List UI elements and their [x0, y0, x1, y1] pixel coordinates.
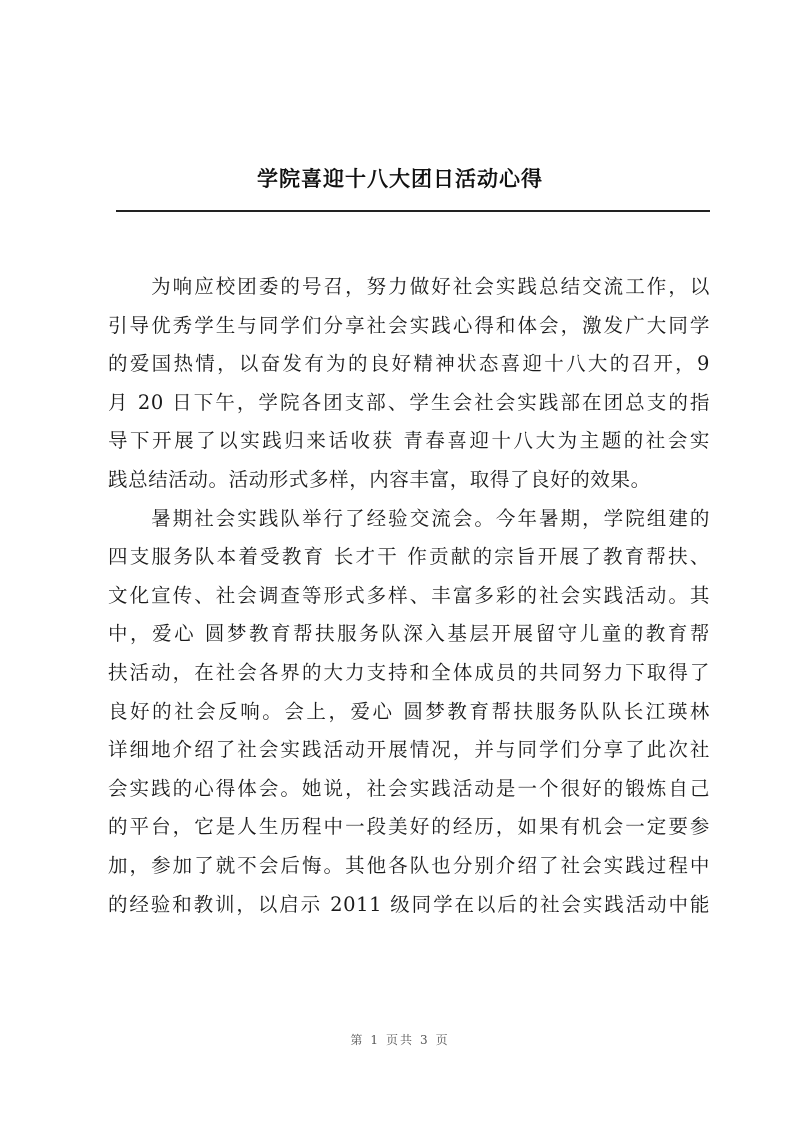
text-line: 中，爱心 圆梦教育帮扶服务队深入基层开展留守儿童的教育帮 — [108, 622, 710, 646]
document-body — [108, 268, 710, 924]
title-underline — [116, 210, 710, 212]
footer-current-page: 1 — [370, 1033, 380, 1047]
text-line: 会实践的心得体会。她说，社会实践活动是一个很好的锻炼自己 — [108, 776, 710, 800]
footer-middle: 页共 — [385, 1033, 414, 1047]
text-line: 的经验和教训，以启示 2011 级同学在以后的社会实践活动中能 — [108, 892, 710, 916]
text-line: 引导优秀学生与同学们分享社会实践心得和体会，激发广大同学 — [108, 313, 710, 337]
document-title: 学院喜迎十八大团日活动心得 — [257, 167, 543, 191]
text-line: 的平台，它是人生历程中一段美好的经历，如果有机会一定要参 — [108, 815, 710, 839]
text-line: 扶活动，在社会各界的大力支持和全体成员的共同努力下取得了 — [108, 660, 710, 684]
text-line: 月 20 日下午，学院各团支部、学生会社会实践部在团总支的指 — [108, 390, 710, 414]
text-line: 良好的社会反响。会上，爱心 圆梦教育帮扶服务队队长江瑛林 — [108, 699, 710, 723]
text-line: 加，参加了就不会后悔。其他各队也分别介绍了社会实践过程中 — [108, 853, 710, 877]
footer-prefix: 第 — [350, 1033, 365, 1047]
paragraph-2 — [108, 500, 710, 925]
text-line: 的爱国热情，以奋发有为的良好精神状态喜迎十八大的召开，9 — [108, 352, 710, 376]
footer-suffix: 页 — [435, 1033, 450, 1047]
text-line: 践总结活动。活动形式多样，内容丰富，取得了良好的效果。 — [108, 467, 651, 491]
footer-total-pages: 3 — [420, 1033, 430, 1047]
text-line: 详细地介绍了社会实践活动开展情况，并与同学们分享了此次社 — [108, 738, 710, 762]
text-line: 文化宣传、社会调查等形式多样、丰富多彩的社会实践活动。其 — [108, 583, 710, 607]
text-line: 四支服务队本着受教育 长才干 作贡献的宗旨开展了教育帮扶、 — [108, 545, 710, 569]
page-number-footer — [0, 1031, 800, 1048]
text-line: 为响应校团委的号召，努力做好社会实践总结交流工作，以 — [108, 275, 710, 298]
text-line: 导下开展了以实践归来话收获 青春喜迎十八大为主题的社会实 — [108, 429, 710, 453]
paragraph-1 — [108, 268, 710, 500]
text-line: 暑期社会实践队举行了经验交流会。今年暑期，学院组建的 — [108, 506, 710, 530]
